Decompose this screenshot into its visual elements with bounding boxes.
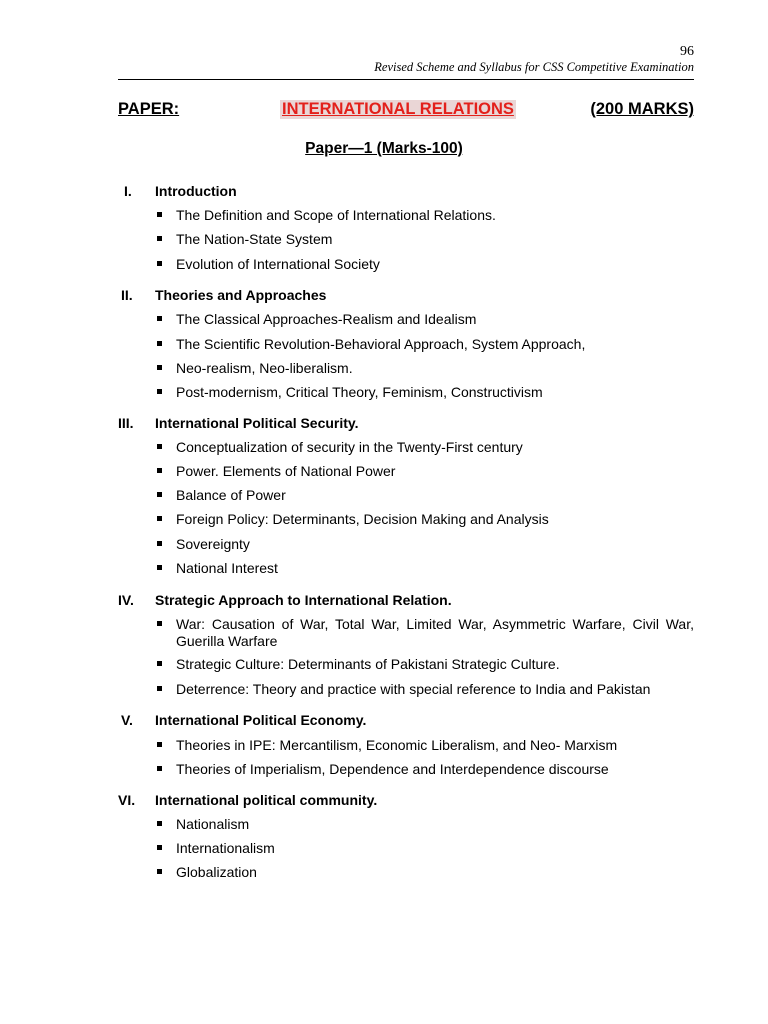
list-item-text: The Scientific Revolution-Behavioral Approach, System Approach, (176, 336, 586, 352)
bullet-icon (157, 341, 162, 346)
paper-heading (118, 100, 694, 122)
section-number: II. (121, 287, 133, 303)
bullet-icon (157, 869, 162, 874)
section-number: III. (118, 415, 134, 431)
bullet-icon (157, 389, 162, 394)
paper-title: INTERNATIONAL RELATIONS (282, 100, 514, 118)
paper-marks: (200 MARKS) (590, 100, 694, 118)
running-head: Revised Scheme and Syllabus for CSS Competitive Examination (374, 60, 694, 74)
list-item-text: Conceptualization of security in the Twenty-First century (176, 439, 523, 455)
bullet-icon (157, 516, 162, 521)
bullet-icon (157, 492, 162, 497)
bullet-icon (157, 316, 162, 321)
bullet-icon (157, 621, 162, 626)
section-title: Theories and Approaches (155, 287, 327, 303)
bullet-icon (157, 468, 162, 473)
bullet-icon (157, 766, 162, 771)
section-title: Strategic Approach to International Relation. (155, 592, 452, 608)
bullet-icon (157, 661, 162, 666)
section-number: V. (121, 712, 133, 728)
list-item-text: War: Causation of War, Total War, Limited War, Asymmetric Warfare, Civil War, Guerilla Warfare (176, 616, 694, 649)
bullet-icon (157, 742, 162, 747)
list-item-text: The Nation-State System (176, 231, 333, 247)
list-item-text: Theories in IPE: Mercantilism, Economic Liberalism, and Neo- Marxism (176, 737, 618, 753)
bullet-icon (157, 821, 162, 826)
bullet-icon (157, 541, 162, 546)
list-item-text: National Interest (176, 560, 278, 576)
list-item-text: Strategic Culture: Determinants of Pakistani Strategic Culture. (176, 656, 560, 672)
bullet-icon (157, 686, 162, 691)
list-item-text: Nationalism (176, 816, 250, 832)
bullet-icon (157, 444, 162, 449)
list-item-text: Internationalism (176, 840, 275, 856)
list-item-text: Evolution of International Society (176, 256, 380, 272)
list-item-text: The Classical Approaches-Realism and Idealism (176, 311, 477, 327)
list-item-text: Theories of Imperialism, Dependence and Interdependence discourse (176, 761, 609, 777)
list-item-text: Sovereignty (176, 536, 250, 552)
section-number: I. (124, 183, 132, 199)
bullet-icon (157, 236, 162, 241)
bullet-icon (157, 845, 162, 850)
section-title: International political community. (155, 792, 378, 808)
bullet-icon (157, 565, 162, 570)
section-number: IV. (118, 592, 134, 608)
list-item-text: Post-modernism, Critical Theory, Feminism, Constructivism (176, 384, 543, 400)
list-item-text: The Definition and Scope of International Relations. (176, 207, 496, 223)
header-rule (118, 79, 694, 80)
bullet-icon (157, 212, 162, 217)
paper-label: PAPER: (118, 100, 180, 118)
list-item-text: Balance of Power (176, 487, 286, 503)
bullet-icon (157, 365, 162, 370)
section-title: International Political Economy. (155, 712, 367, 728)
page-number: 96 (680, 44, 694, 59)
list-item-text: Power. Elements of National Power (176, 463, 396, 479)
section-title: Introduction (155, 183, 237, 199)
section-title: International Political Security. (155, 415, 359, 431)
paper-subtitle: Paper—1 (Marks-100) (305, 140, 463, 157)
list-item-text: Deterrence: Theory and practice with special reference to India and Pakistan (176, 681, 651, 697)
section-number: VI. (118, 792, 136, 808)
list-item-text: Globalization (176, 864, 257, 880)
list-item-text: Neo-realism, Neo-liberalism. (176, 360, 353, 376)
bullet-icon (157, 261, 162, 266)
list-item-text: Foreign Policy: Determinants, Decision Making and Analysis (176, 511, 549, 527)
